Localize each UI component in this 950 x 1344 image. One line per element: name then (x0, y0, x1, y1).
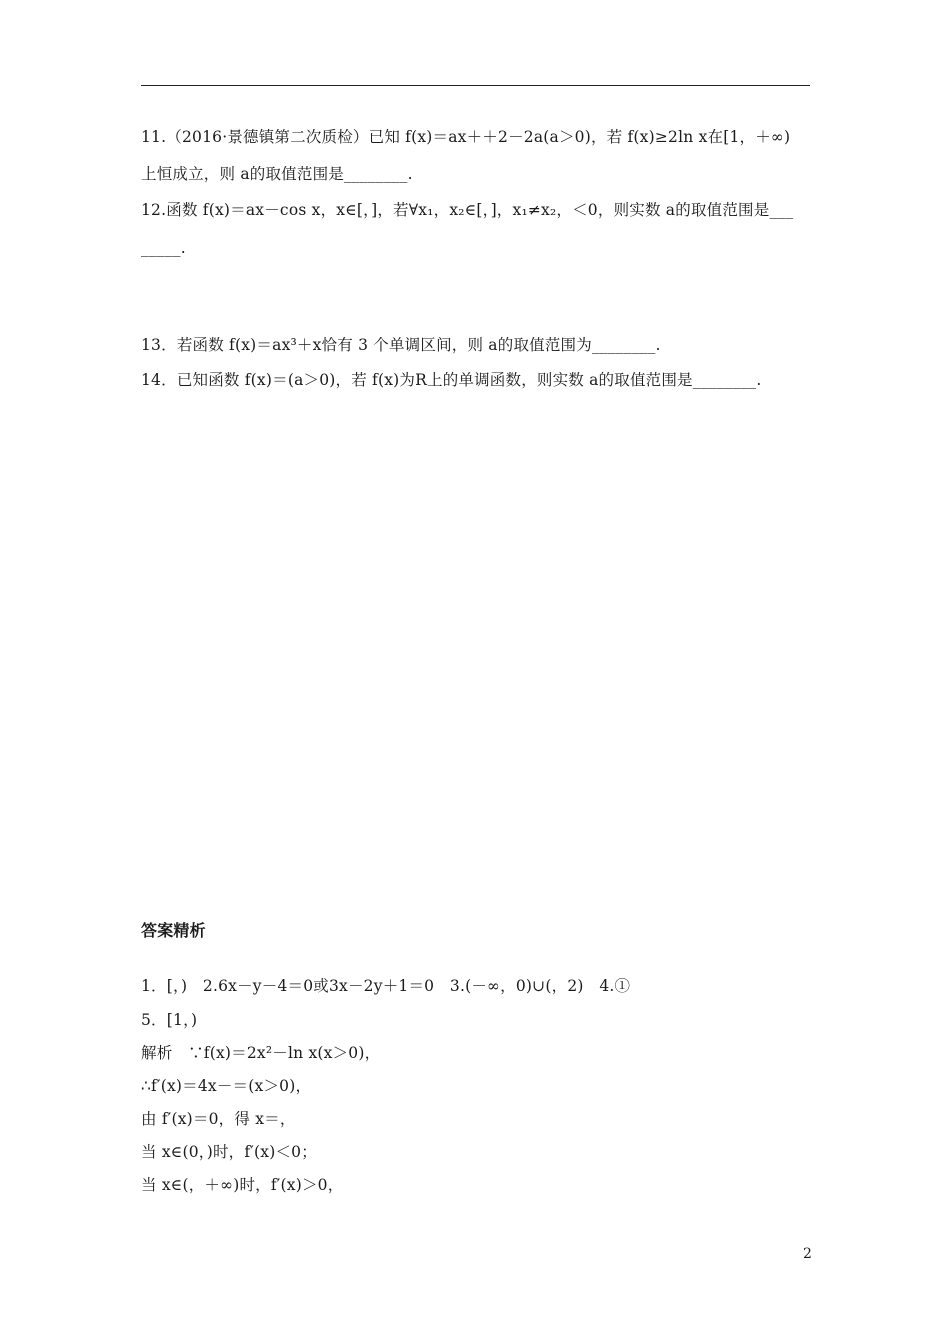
question-11-line-1: 11.（2016·景德镇第二次质检）已知 f(x)＝ax＋＋2－2a(a＞0)，若 f(x)≥2ln x在[1，＋∞) (141, 128, 791, 146)
question-11-line-2: 上恒成立，则 a的取值范围是________. (141, 165, 413, 183)
question-12-line-2: _____. (141, 239, 186, 257)
answer-line: 5．[1，) (141, 1011, 198, 1029)
answer-line: ∴f′(x)＝4x－＝(x＞0)， (141, 1077, 312, 1095)
answers-heading: 答案精析 (141, 921, 206, 940)
question-12-line-1: 12.函数 f(x)＝ax－cos x，x∈[，]，若∀x₁，x₂∈[，]，x₁≠x₂，＜0，则实数 a的取值范围是___ (141, 201, 794, 219)
question-13: 13．若函数 f(x)＝ax³＋x恰有 3 个单调区间，则 a的取值范围为________. (141, 336, 661, 354)
question-14: 14．已知函数 f(x)＝(a＞0)，若 f(x)为R上的单调函数，则实数 a的取值范围是________. (141, 371, 762, 389)
page-number: 2 (803, 1246, 812, 1262)
answer-line: 1．[，) 2.6x－y－4＝0或3x－2y＋1＝0 3.(－∞，0)∪(，2) 4.① (141, 977, 631, 995)
answer-line: 当 x∈(0，)时，f′(x)＜0； (141, 1143, 317, 1161)
answer-line: 当 x∈(，＋∞)时，f′(x)＞0， (141, 1176, 344, 1194)
answer-line: 由 f′(x)＝0，得 x＝， (141, 1110, 296, 1128)
answer-line: 解析 ∵f(x)＝2x²－ln x(x＞0)， (141, 1044, 381, 1062)
header-rule (141, 85, 810, 86)
